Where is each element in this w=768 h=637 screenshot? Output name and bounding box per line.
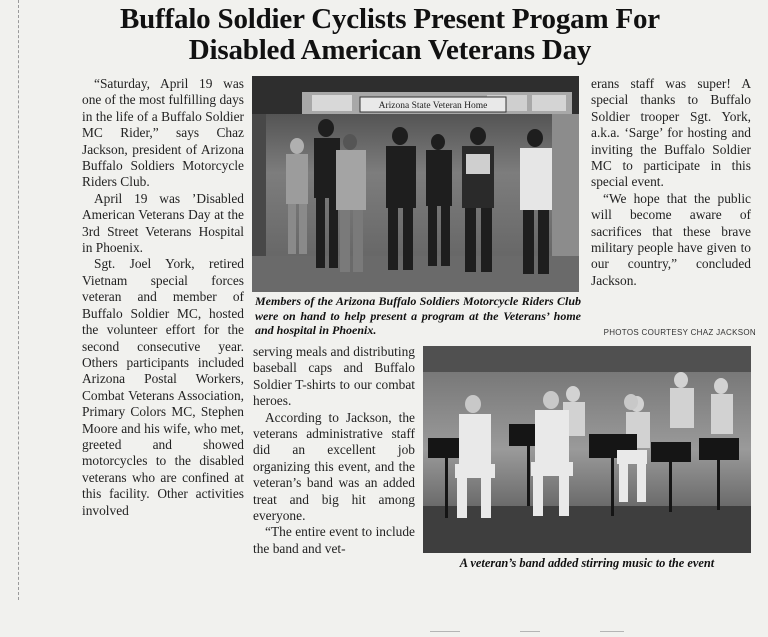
page-edge-rule	[18, 0, 19, 600]
paragraph: “We hope that the public will become aware of sacrifices that these brave military people have given to our country,” concluded Jackson.	[591, 190, 751, 288]
headline	[30, 4, 750, 66]
paragraph: “Saturday, April 19 was one of the most fulfilling days in the life of a Buffalo Soldier MC Rider,” says Chaz Jackson, president of Arizona Buffalo Soldiers Motorcycle Riders Club.	[82, 76, 244, 190]
headline-line-2: Disabled American Veterans Day	[188, 34, 592, 66]
photo-riders-group	[252, 76, 579, 292]
scan-mark	[430, 631, 460, 632]
article-column-1	[82, 76, 244, 519]
paragraph: Sgt. Joel York, retired Vietnam special forces veteran and member of Buffalo Soldier MC, hosted the volunteer effort for the second consecutive year. Others participants included Arizona Postal Workers, Combat Veterans Association, Primary Colors MC, Stephen Moore and his wife, who met, greeted and showed motorcycles to the disabled veterans who are confined at this facility. Other activities involved	[82, 256, 244, 518]
paragraph: April 19 was ’Disabled American Veterans Day at the 3rd Street Veterans Hospital in Phoenix.	[82, 190, 244, 256]
paragraph: serving meals and distributing baseball caps and Buffalo Soldier T-shirts to our combat heroes.	[253, 344, 415, 409]
paragraph: According to Jackson, the veterans administrative staff did an excellent job organizing this event, and the veteran’s band was an added treat and big hit among everyone.	[253, 409, 415, 524]
article-column-2	[253, 344, 415, 557]
band-photo-drawing	[423, 346, 751, 553]
riders-photo-drawing	[252, 76, 579, 292]
scan-mark	[600, 631, 624, 632]
photo-credit: PHOTOS COURTESY CHAZ JACKSON	[603, 328, 756, 337]
photo-caption-band: A veteran’s band added stirring music to the event	[459, 556, 715, 570]
photo-veteran-band	[423, 346, 751, 553]
paragraph: “The entire event to include the band and vet-	[253, 524, 415, 556]
article-column-3	[591, 76, 751, 289]
headline-line-1: Buffalo Soldier Cyclists Present Progam For	[120, 3, 660, 35]
scan-mark	[520, 631, 540, 632]
paragraph: erans staff was super! A special thanks to Buffalo Soldier trooper Sgt. York, a.k.a. ‘Sarge’ for hosting and inviting the Buffalo Soldier MC to participate in this special event.	[591, 76, 751, 190]
photo-caption-riders: Members of the Arizona Buffalo Soldiers Motorcycle Riders Club were on hand to help present a program at the Veterans’ home and hospital in Phoenix.	[255, 294, 581, 337]
sign-text: Arizona State Veteran Home	[378, 101, 488, 111]
